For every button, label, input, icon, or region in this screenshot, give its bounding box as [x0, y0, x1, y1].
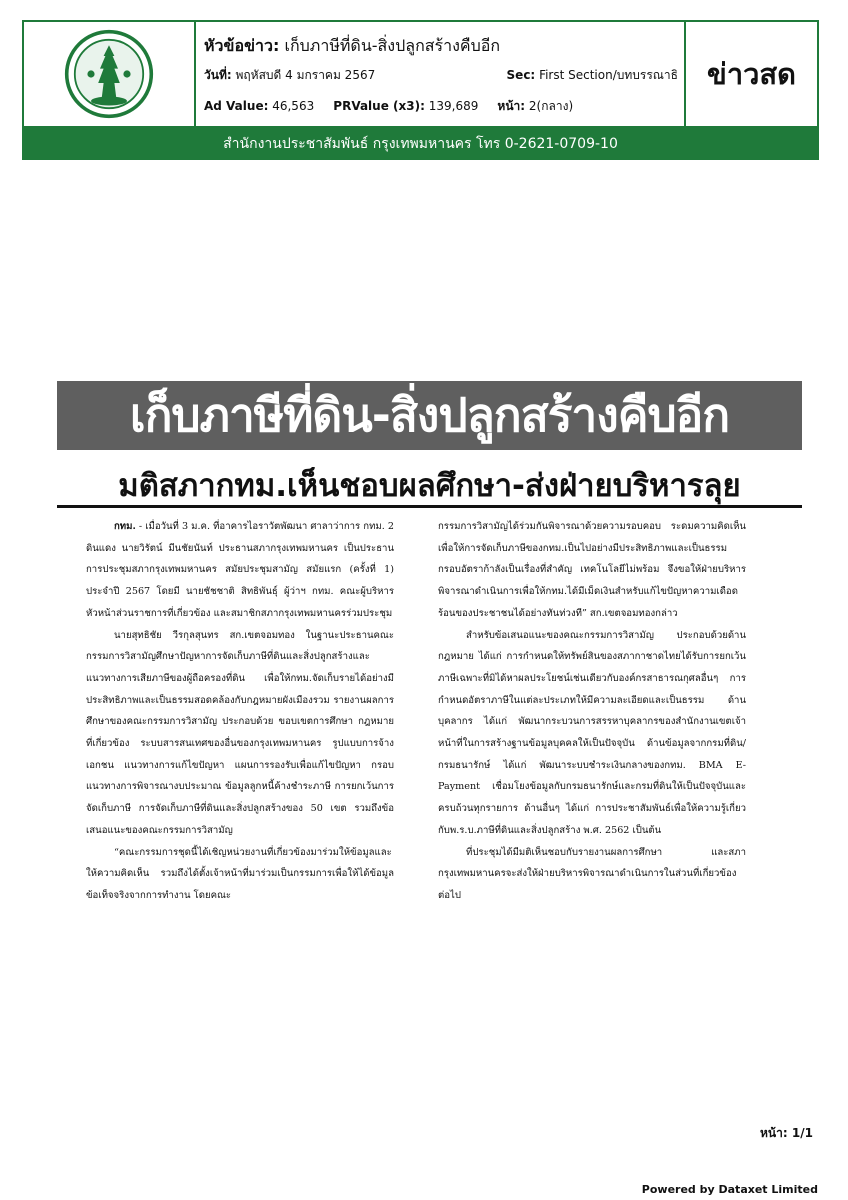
- paragraph: “คณะกรรมการชุดนี้ได้เชิญหน่วยงานที่เกี่ยวข้องมาร่วมให้ข้อมูลและให้ความคิดเห็น รวมถึงได้ตั้งเจ้าหน้าที่มาร่วมเป็นกรรมการเพื่อให้ได้ข้อมูลข้อเท็จจริงจากการทำงาน โดยคณะ: [86, 846, 394, 901]
- value-row: [204, 97, 573, 116]
- headline: เก็บภาษีที่ดิน-สิ่งปลูกสร้างคืบอีก: [129, 388, 730, 442]
- topic-label: หัวข้อข่าว:: [204, 36, 280, 55]
- bangkok-seal-icon: [64, 29, 154, 119]
- office-bar: สำนักงานประชาสัมพันธ์ กรุงเทพมหานคร โทร 0-2621-0709-10: [22, 128, 819, 160]
- subheadline-rule: [57, 505, 802, 508]
- topic-row: [204, 34, 500, 59]
- pr-value: 139,689: [428, 99, 479, 113]
- paragraph: กทม. - เมื่อวันที่ 3 ม.ค. ที่อาคารไอราวัตพัฒนา ศาลาว่าการ กทม. 2 ดินแดง นายวิรัตน์ มีนชัยนันท์ ประธานสภากรุงเทพมหานคร เป็นประธานการประชุมสภากรุงเทพมหานคร สมัยประชุมสามัญ สมัยแรก (ครั้งที่ 1) ประจำปี 2567 โดยมี นายชัชชาติ สิทธิพันธุ์ ผู้ว่าฯ กทม. คณะผู้บริหาร หัวหน้าส่วนราชการที่เกี่ยวข้อง และสมาชิกสภากรุงเทพมหานครร่วมประชุม: [86, 521, 394, 619]
- topic-value: เก็บภาษีที่ดิน-สิ่งปลูกสร้างคืบอีก: [284, 36, 501, 55]
- newspaper-brand: ข่าวสด: [707, 57, 796, 91]
- dateline: กทม.: [114, 521, 136, 532]
- page-number-value: 1/1: [791, 1126, 813, 1140]
- subheadline: มติสภากทม.เห็นชอบผลศึกษา-ส่งฝ่ายบริหารลุย: [118, 468, 741, 504]
- article-column-1: [86, 516, 394, 907]
- powered-by: Powered by Dataxet Limited: [641, 1183, 818, 1196]
- page-value: 2(กลาง): [528, 99, 574, 113]
- clipping-header: [22, 20, 819, 128]
- date-row: [204, 66, 375, 85]
- section-value: First Section/บทบรรณาธิ: [539, 68, 678, 82]
- date-value: พฤหัสบดี 4 มกราคม 2567: [235, 68, 376, 82]
- article-column-2: [438, 516, 746, 907]
- date-label: วันที่:: [204, 68, 232, 82]
- page-number-label: หน้า:: [760, 1126, 788, 1140]
- paragraph: กรรมการวิสามัญได้ร่วมกันพิจารณาด้วยความรอบคอบ ระดมความคิดเห็นเพื่อให้การจัดเก็บภาษีของกทม.เป็นไปอย่างมีประสิทธิภาพและเป็นธรรม กรอบอัตราก้าลังเป็นเรื่องที่สำคัญ เทคโนโลยีไม่พร้อม จึงขอให้ฝ่ายบริหารพิจารณาดำเนินการเพื่อให้กทม.ได้มีเม็ดเงินสำหรับแก้ไขปัญหาความเดือดร้อนของประชาชนได้อย่างทันท่วงที” สก.เขตจอมทองกล่าว: [438, 521, 746, 619]
- page-label: หน้า:: [497, 99, 526, 113]
- pr-value-label: PRValue (x3):: [333, 99, 425, 113]
- brand-cell: [686, 22, 817, 126]
- ad-value: 46,563: [272, 99, 315, 113]
- info-cell: [196, 22, 686, 126]
- paragraph: นายสุทธิชัย วีรกุลสุนทร สก.เขตจอมทอง ในฐานะประธานคณะกรรมการวิสามัญศึกษาปัญหาการจัดเก็บภาษีที่ดินและสิ่งปลูกสร้างและแนวทางการเสียภาษีของผู้ถือครองที่ดิน เพื่อให้กทม.จัดเก็บรายได้อย่างมีประสิทธิภาพและเป็นธรรมสอดคล้องกับกฎหมายผังเมืองรวม รายงานผลการศึกษาของคณะกรรมการวิสามัญ ประกอบด้วย ขอบเขตการศึกษา กฎหมายที่เกี่ยวข้อง ระบบสารสนเทศของอื่นของกรุงเทพมหานคร รูปแบบการจ้างเอกชน แนวทางการแก้ไขปัญหา แผนการรองรับเพื่อแก้ไขปัญหา กรอบแนวทางการพิจารณางบประมาณ ข้อมูลลูกหนี้ค้างชำระภาษี การยกเว้นการจัดเก็บภาษี การจัดเก็บภาษีที่ดินและสิ่งปลูกสร้างของ 50 เขต รวมถึงข้อเสนอแนะของคณะกรรมการวิสามัญ: [86, 629, 394, 836]
- paragraph: ที่ประชุมได้มีมติเห็นชอบกับรายงานผลการศึกษา และสภากรุงเทพมหานครจะส่งให้ฝ่ายบริหารพิจารณาดำเนินการในส่วนที่เกี่ยวข้องต่อไป: [438, 846, 746, 901]
- ad-value-label: Ad Value:: [204, 99, 269, 113]
- headline-box: [57, 381, 802, 450]
- page-number: [760, 1124, 813, 1143]
- logo-cell: [24, 22, 196, 126]
- paragraph: สำหรับข้อเสนอแนะของคณะกรรมการวิสามัญ ประกอบด้วยด้านกฎหมาย ได้แก่ การกำหนดให้ทรัพย์สินของสภากาชาดไทยได้รับการยกเว้นภาษีเฉพาะที่มิได้หาผลประโยชน์เช่นเดียวกับองค์กรสาธารณกุศลอื่นๆ การกำหนดอัตราภาษีในแต่ละประเภทให้มีความละเอียดและเป็นธรรม ด้านบุคลากร ได้แก่ พัฒนากระบวนการสรรหาบุคลากรของสำนักงานเขตเจ้าหน้าที่ในการสร้างฐานข้อมูลบุคคลให้เป็นปัจจุบัน ด้านข้อมูลจากกรมที่ดิน/กรมธนารักษ์ ได้แก่ พัฒนาระบบชำระเงินกลางของกทม. BMA E-Payment เชื่อมโยงข้อมูลกับกรมธนารักษ์และกรมที่ดินให้เป็นปัจจุบันและครบถ้วนทุกรายการ ด้านอื่นๆ ได้แก่ การประชาสัมพันธ์เพื่อให้ความรู้เกี่ยวกับพ.ร.บ.ภาษีที่ดินและสิ่งปลูกสร้าง พ.ศ. 2562 เป็นต้น: [438, 629, 746, 836]
- section-label: Sec:: [506, 68, 536, 82]
- section-row: [507, 66, 678, 85]
